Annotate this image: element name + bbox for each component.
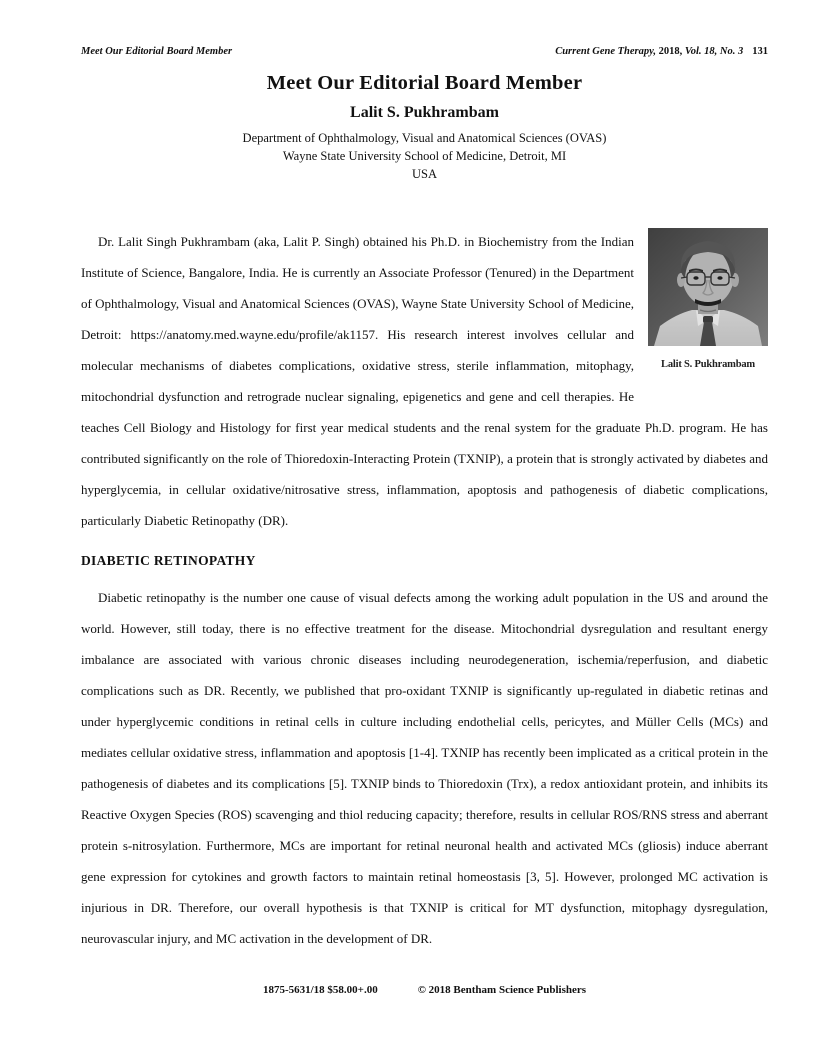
affiliation-line-1: Department of Ophthalmology, Visual and Anatomical Sciences (OVAS): [242, 131, 607, 145]
running-head: [81, 46, 768, 57]
affiliation-line-3: USA: [411, 167, 437, 181]
page-footer: [81, 984, 768, 996]
portrait-photo: [648, 228, 768, 346]
bio-paragraph-text: Dr. Lalit Singh Pukhrambam (aka, Lalit P. Singh) obtained his Ph.D. in Biochemistry from the Indian Institute of Science, Bangalore, India. He is currently an Associate Professor (Tenured) in the Department of Ophthalmology, Visual and Anatomical Sciences (OVAS), Wayne State University School of Medicine, Detroit: https://anatomy.med.wayne.edu/profile/ak1157. His research interest involves cellular and molecular mechanisms of diabetes complications, oxidative stress, sterile inflammation, mitophagy, mitochondrial dysfunction and retrograde nuclear signaling, epigenetics and gene and cell therapies. He teaches Cell Biology and Histology for first year medical students and the renal system for the graduate Ph.D. program. He has contributed significantly on the role of Thioredoxin-Interacting Protein (TXNIP), a protein that is strongly activated by diabetes and hyperglycemia, in cellular oxidative/nitrosative stress, inflammation, apoptosis and pathogenesis of diabetic complications, particularly Diabetic Retinopathy (DR).: [81, 234, 768, 528]
section-heading: DIABETIC RETINOPATHY: [81, 553, 256, 568]
page-title: Meet Our Editorial Board Member: [266, 72, 583, 94]
journal-volume: Vol. 18, No. 3: [684, 46, 744, 57]
copyright-notice: © 2018 Bentham Science Publishers: [417, 984, 587, 996]
body-copy: [81, 226, 768, 954]
journal-name: Current Gene Therapy,: [555, 46, 657, 57]
running-head-left: Meet Our Editorial Board Member: [81, 46, 233, 57]
running-head-right: [555, 46, 768, 57]
affiliation-line-2: Wayne State University School of Medicine, Detroit, MI: [282, 149, 567, 163]
section-paragraph: [81, 582, 768, 954]
journal-year: 2018,: [658, 46, 683, 57]
portrait-caption: Lalit S. Pukhrambam: [661, 359, 755, 370]
bio-paragraph: [81, 226, 768, 536]
issn-price: 1875-5631/18 $58.00+.00: [262, 984, 378, 996]
author-name: Lalit S. Pukhrambam: [350, 104, 499, 121]
page-number: 131: [752, 46, 768, 57]
section-paragraph-text: Diabetic retinopathy is the number one cause of visual defects among the working adult population in the US and around the world. However, still today, there is no effective treatment for the disease. Mitochondrial dysregulation and resultant energy imbalance are associated with various chronic diseases including neurodegeneration, ischemia/reperfusion, and diabetic complications such as DR. Recently, we published that pro-oxidant TXNIP is significantly up-regulated in diabetic retinas and under hyperglycemic conditions in retinal cells in culture including endothelial cells, pericytes, and Müller Cells (MCs) and mediates cellular oxidative stress, inflammation and apoptosis [1-4]. TXNIP has recently been implicated as a critical protein in the pathogenesis of diabetes and its complications [5]. TXNIP binds to Thioredoxin (Trx), a redox antioxidant protein, and inhibits its Reactive Oxygen Species (ROS) scavenging and thiol reducing capacity; therefore, results in cellular ROS/RNS stress and aberrant protein s-nitrosylation. Furthermore, MCs are important for retinal neuronal health and activated MCs (gliosis) induce aberrant gene expression for cytokines and growth factors to maintain retinal homeostasis [3, 5]. However, prolonged MC activation is injurious in DR. Therefore, our overall hypothesis is that TXNIP is critical for MT dysfunction, mitophagy dysregulation, neurovascular injury, and MC activation in the development of DR.: [81, 590, 768, 946]
portrait-figure: [648, 228, 768, 380]
affiliation-block: [81, 129, 768, 183]
